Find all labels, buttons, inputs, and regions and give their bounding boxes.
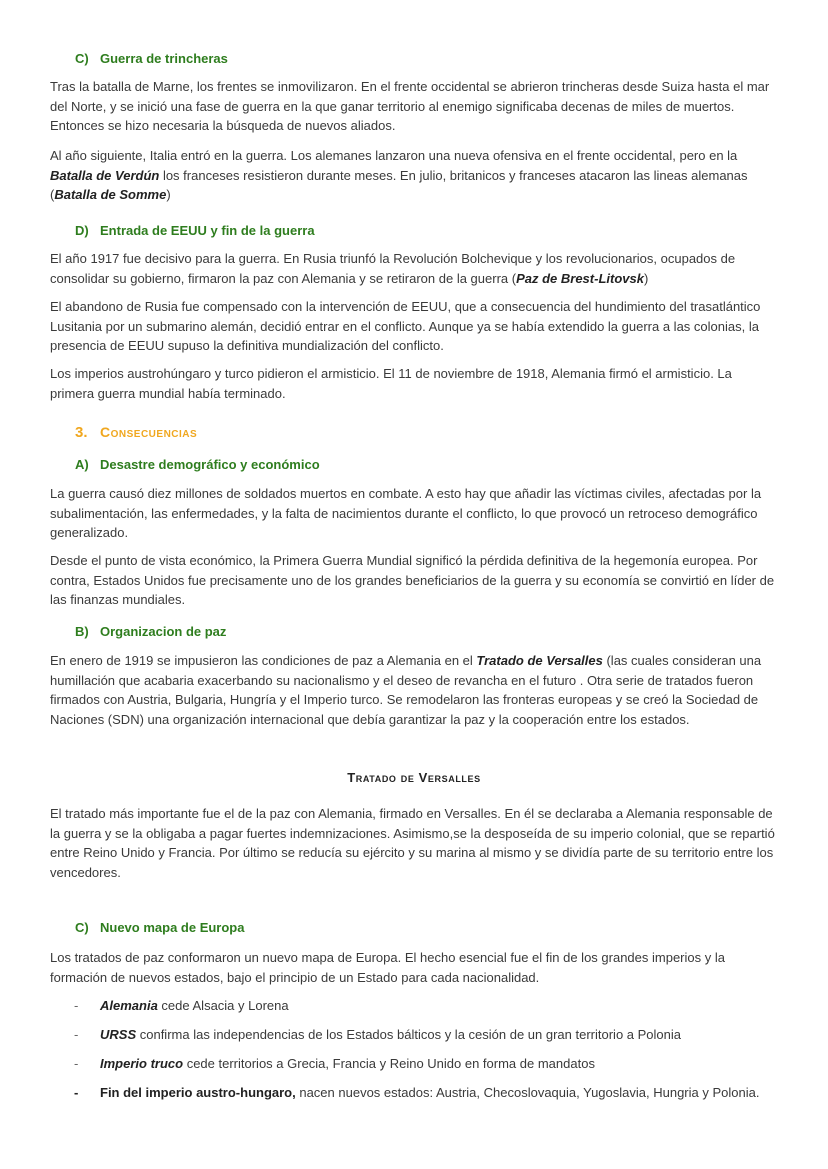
list-item: - URSS confirma las independencias de los Estados bálticos y la cesión de un gran territorio a Polonia xyxy=(74,1027,681,1042)
paragraph: En enero de 1919 se impusieron las condiciones de paz a Alemania en el Tratado de Versalles (las cuales consideran una humillación que acabaria exacerbando su nacionalismo y el deseo de revancha en el futuro . Otra serie de tratados fueron firmados con Austria, Bulgaria, Hungría y el Imperio turco. Se remodelaron las fronteras europeas y se creó la Sociedad de Naciones (SDN) una organización internacional que debía garantizar la paz y la cooperación entre los estados. xyxy=(50,653,762,727)
emphasis-versalles: Tratado de Versalles xyxy=(476,653,603,668)
paragraph: La guerra causó diez millones de soldados muertos en combate. A esto hay que añadir las víctimas civiles, afectadas por la subalimentación, las enfermedades, y la falta de nacimientos durante el conflicto, lo que provocó un retroceso demográfico generalizado. xyxy=(50,486,762,540)
section-heading-consecuencias: 3. Consecuencias xyxy=(75,424,198,441)
paragraph: El abandono de Rusia fue compensado con la intervención de EEUU, que a consecuencia del hundimiento del trasatlántico Lusitania por un submarino alemán, decidió entrar en el conflicto. Aunque ya se había extendido la guerra a las colonias, la presencia de EEUU supuso la definitiva mundialización del conflicto. xyxy=(50,299,761,353)
paragraph: Tras la batalla de Marne, los frentes se inmovilizaron. En el frente occidental se abrieron trincheras desde Suiza hasta el mar del Norte, y se inició una fase de guerra en la que ganar territorio al enemigo significaba decenas de miles de muertos. Entonces se hizo necesaria la búsqueda de nuevos aliados. xyxy=(50,79,770,133)
title-tratado-versalles: Tratado de Versalles xyxy=(347,770,481,785)
heading-nuevo-mapa: C) Nuevo mapa de Europa xyxy=(75,920,245,935)
paragraph: Los tratados de paz conformaron un nuevo mapa de Europa. El hecho esencial fue el fin de los grandes imperios y la formación de nuevos estados, bajo el principio de un Estado para cada nacionalidad. xyxy=(50,950,725,985)
heading-guerra-trincheras: C) Guerra de trincheras xyxy=(75,51,228,66)
paragraph: Desde el punto de vista económico, la Primera Guerra Mundial significó la pérdida definitiva de la hegemonía europea. Por contra, Estados Unidos fue precisamente uno de los grandes beneficiarios de la guerra y su economía se convirtió en líder de las finanzas mundiales. xyxy=(50,553,775,607)
heading-entrada-eeuu: D) Entrada de EEUU y fin de la guerra xyxy=(75,223,315,238)
list-item: - Imperio truco cede territorios a Grecia, Francia y Reino Unido en forma de mandatos xyxy=(74,1056,595,1071)
emphasis-brest-litovsk: Paz de Brest-Litovsk xyxy=(516,270,644,286)
paragraph: Los imperios austrohúngaro y turco pidieron el armisticio. El 11 de noviembre de 1918, Alemania firmó el armisticio. La primera guerra mundial había terminado. xyxy=(50,366,732,401)
list-item: - Fin del imperio austro-hungaro, nacen nuevos estados: Austria, Checoslovaquia, Yugoslavia, Hungria y Polonia. xyxy=(74,1085,760,1100)
paragraph: El tratado más importante fue el de la paz con Alemania, firmado en Versalles. En él se declaraba a Alemania responsable de la guerra y se la obligaba a pagar fuertes indemnizaciones. Asimismo,se la desposeída de su imperio colonial, que se repartió entre Reino Unido y Francia. Por último se reducía su ejército y su marina al mismo y se dividía parte de su territorio entre los vencedores. xyxy=(50,806,775,880)
heading-desastre: A) Desastre demográfico y económico xyxy=(75,457,320,472)
list-item: - Alemania cede Alsacia y Lorena xyxy=(74,998,289,1013)
paragraph: El año 1917 fue decisivo para la guerra. En Rusia triunfó la Revolución Bolchevique y los revolucionarios, ocupados de consolidar su gobierno, firmaron la paz con Alemania y se retiraron de la guerra (Paz de Brest-Litovsk) xyxy=(50,251,736,286)
emphasis-somme: Batalla de Somme xyxy=(54,187,167,202)
paragraph: Al año siguiente, Italia entró en la guerra. Los alemanes lanzaron una nueva ofensiva en el frente occidental, pero en la Batalla de Verdún los franceses resistieron durante meses. En julio, britanicos y franceses atacaron las lineas alemanas (Batalla de Somme) xyxy=(50,148,748,202)
heading-organizacion-paz: B) Organizacion de paz xyxy=(75,624,227,639)
emphasis-verdun: Batalla de Verdún xyxy=(50,167,160,183)
